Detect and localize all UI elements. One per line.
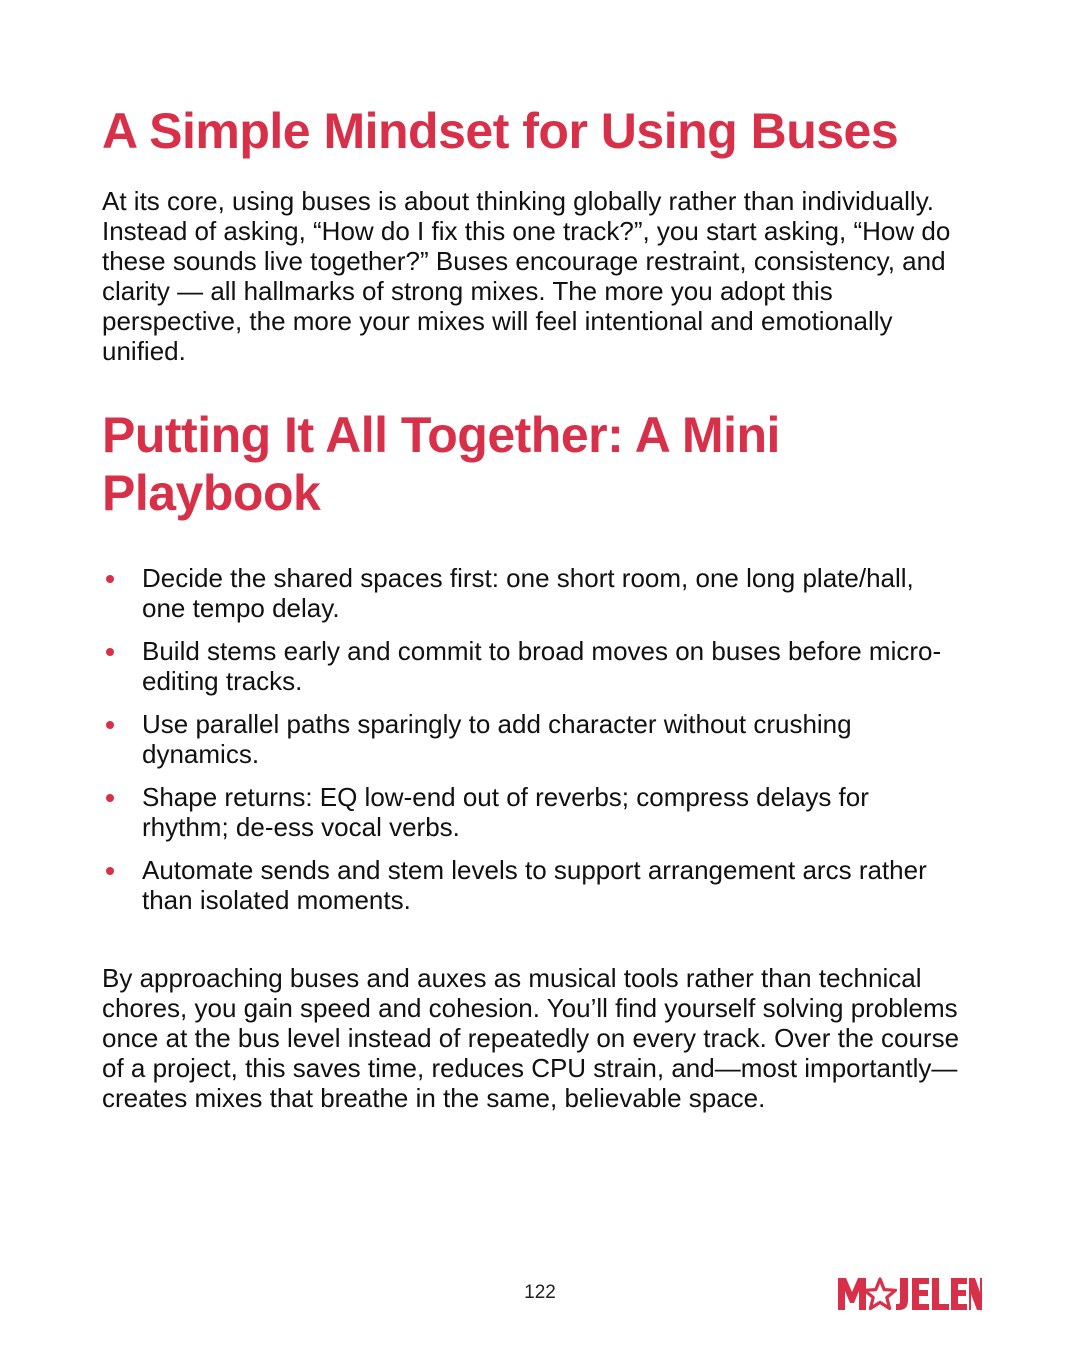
brand-logo (836, 1274, 982, 1314)
list-item (102, 855, 962, 915)
list-item-text: Shape returns: EQ low-end out of reverbs; compress delays for rhythm; de-ess vocal verbs. (142, 782, 869, 842)
list-item (102, 782, 962, 842)
section-heading-playbook: Putting It All Together: A Mini Playbook (102, 407, 780, 521)
bullet-icon (106, 648, 114, 656)
bullet-icon (106, 721, 114, 729)
section-heading-mindset: A Simple Mindset for Using Buses (102, 103, 899, 159)
list-item (102, 636, 962, 696)
bullet-icon (106, 794, 114, 802)
list-item (102, 709, 962, 769)
bullet-icon (106, 575, 114, 583)
list-item-text: Decide the shared spaces first: one short room, one long plate/hall, one tempo delay. (142, 563, 914, 623)
logo-letter-e2 (951, 1278, 967, 1310)
list-item (102, 563, 962, 623)
playbook-list (102, 563, 962, 928)
star-icon (865, 1279, 896, 1309)
mindset-paragraph: At its core, using buses is about thinking globally rather than individually. Instead of asking, “How do I fix this one track?”, you start asking, “How do these sounds live together?” Buses encourage restraint, consistency, and clarity — all hallmarks of strong mixes. The more you adopt this perspective, the more your mixes will feel intentional and emotionally unified. (102, 186, 951, 366)
list-item-text: Automate sends and stem levels to support arrangement arcs rather than isolated moments. (142, 855, 927, 915)
closing-paragraph: By approaching buses and auxes as musical tools rather than technical chores, you gain speed and cohesion. You’ll find yourself solving problems once at the bus level instead of repeatedly on every track. Over the course of a project, this saves time, reduces CPU strain, and—most importantly—creates mixes that breathe in the same, believable space. (102, 963, 960, 1113)
logo-letter-e (912, 1278, 929, 1310)
list-item-text: Use parallel paths sparingly to add character without crushing dynamics. (142, 709, 852, 769)
logo-letter-n (969, 1278, 982, 1310)
logo-letter-l (932, 1278, 949, 1310)
bullet-icon (106, 867, 114, 875)
list-item-text: Build stems early and commit to broad moves on buses before micro-editing tracks. (142, 636, 942, 696)
logo-letter-j (896, 1278, 908, 1310)
logo-letter-m (838, 1278, 866, 1310)
page-number: 122 (524, 1282, 556, 1303)
